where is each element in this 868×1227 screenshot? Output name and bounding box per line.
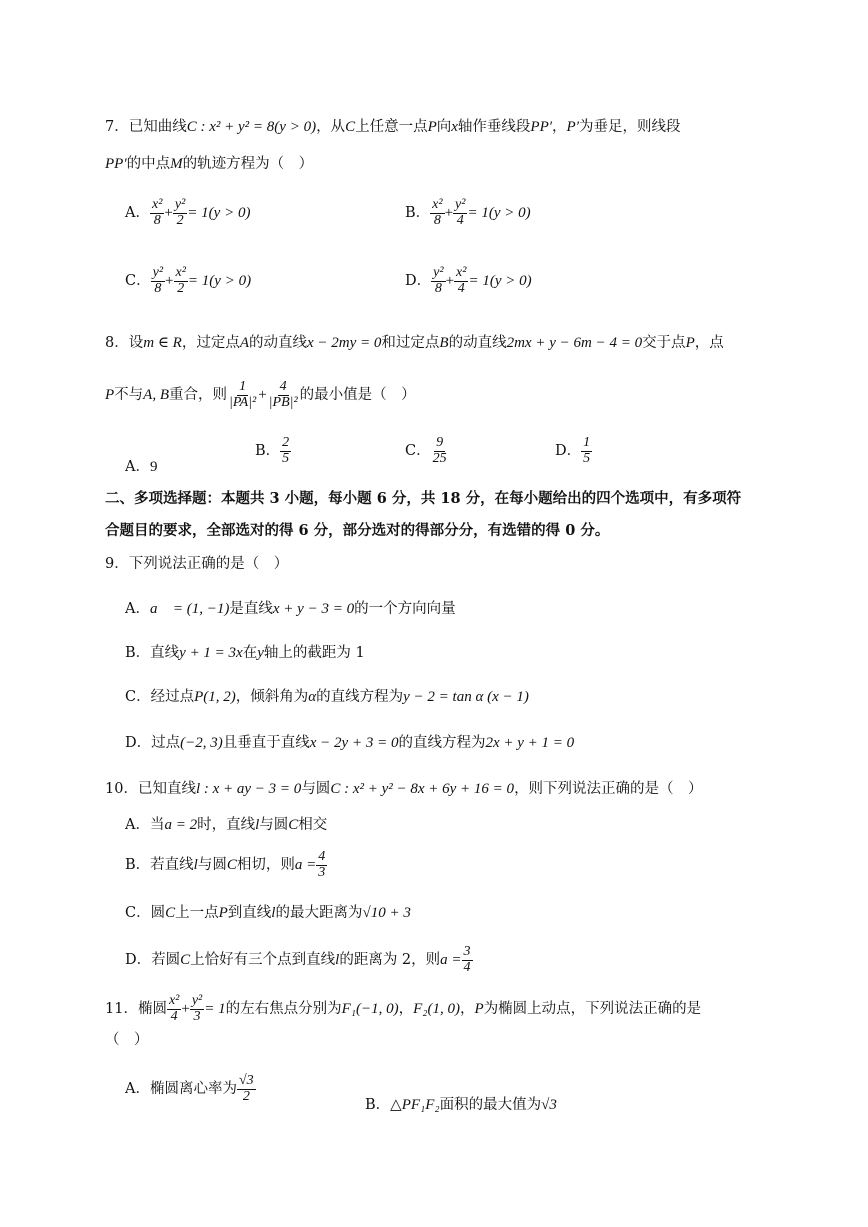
- q8-stem-line2: P不与A, B重合，则 $\frac{1}{\text{|PA|²}}$ + $\frac{4}{\text{|PB|²}}$ 的最小值是（ ）: [105, 379, 416, 410]
- q9-option-b: B．直线y + 1 = 3x在y轴上的截距为 1: [125, 645, 365, 661]
- q9-option-a: A．a⃗ = (1, −1)是直线x + y − 3 = 0的一个方向向量: [125, 601, 456, 617]
- q10-stem: 10．已知直线l : x + ay − 3 = 0与圆C : x² + y² − 8x + 6y + 16 = 0，则下列说法正确的是（ ）: [105, 781, 703, 797]
- q8-option-a: A．9: [125, 459, 158, 475]
- q9-option-d: D．过点(−2, 3)且垂直于直线x − 2y + 3 = 0的直线方程为2x + y + 1 = 0: [125, 735, 575, 751]
- q8-option-c: C． $\frac{9}{25}$: [405, 435, 447, 466]
- q10-option-a: A．当a = 2时，直线l与圆C相交: [125, 817, 328, 833]
- section2-heading-line1: 二、多项选择题：本题共 3 小题，每小题 6 分，共 18 分，在每小题给出的四个选项中，有多项符: [105, 490, 742, 507]
- q10-option-d: D．若圆C上恰好有三个点到直线l的距离为 2，则a = $\frac{3}{4}$: [125, 944, 471, 975]
- q7-stem-line2: PP′的中点M的轨迹方程为（ ）: [105, 156, 314, 172]
- q11-option-b: B．△PF₁F₂面积的最大值为√3: [365, 1097, 557, 1113]
- q11-stem-line2: （ ）: [105, 1032, 149, 1048]
- q8-stem-line1: 8．设m ∈ R，过定点A的动直线x − 2my = 0和过定点B的动直线2mx + y − 6m − 4 = 0交于点P，点: [105, 335, 724, 351]
- q7-option-a: A． $\frac{\text{x²}}{8}$ + $\frac{\text{y²}}{2}$ = 1(y > 0): [125, 197, 251, 228]
- q8-option-b: B． $\frac{2}{5}$: [255, 435, 290, 466]
- q7-option-b: B． $\frac{\text{x²}}{8}$ + $\frac{\text{y²}}{4}$ = 1(y > 0): [405, 197, 531, 228]
- q7-option-c: C． $\frac{\text{y²}}{8}$ + $\frac{\text{x²}}{2}$ = 1(y > 0): [125, 265, 252, 296]
- q7-option-d: D． $\frac{\text{y²}}{8}$ + $\frac{\text{x²}}{4}$ = 1(y > 0): [405, 265, 532, 296]
- q9-option-c: C．经过点P(1, 2)，倾斜角为α的直线方程为y − 2 = tan α (x − 1): [125, 689, 529, 705]
- section2-heading-line2: 合题目的要求，全部选对的得 6 分，部分选对的得部分分，有选错的得 0 分。: [105, 522, 610, 539]
- q7-stem-line1: 7．已知曲线C : x² + y² = 8(y > 0)，从C上任意一点P向x轴作垂线段PP′，P′为垂足，则线段: [105, 119, 681, 135]
- q8-option-d: D． $\frac{1}{5}$: [555, 435, 591, 466]
- q9-stem: 9．下列说法正确的是（ ）: [105, 556, 289, 572]
- q11-stem-line1: 11．椭圆 $\frac{\text{x²}}{4}$ + $\frac{\text{y²}}{3}$ = 1的左右焦点分别为F₁(−1, 0)，F₂(1, 0)，P为椭圆上动点，下列说法正确的是: [105, 993, 702, 1024]
- q11-option-a: A．椭圆离心率为 $\frac{√3}{2}$: [125, 1073, 254, 1104]
- q10-option-b: B．若直线l与圆C相切，则a = $\frac{4}{3}$: [125, 849, 326, 880]
- q10-option-c: C．圆C上一点P到直线l的最大距离为√10 + 3: [125, 905, 411, 921]
